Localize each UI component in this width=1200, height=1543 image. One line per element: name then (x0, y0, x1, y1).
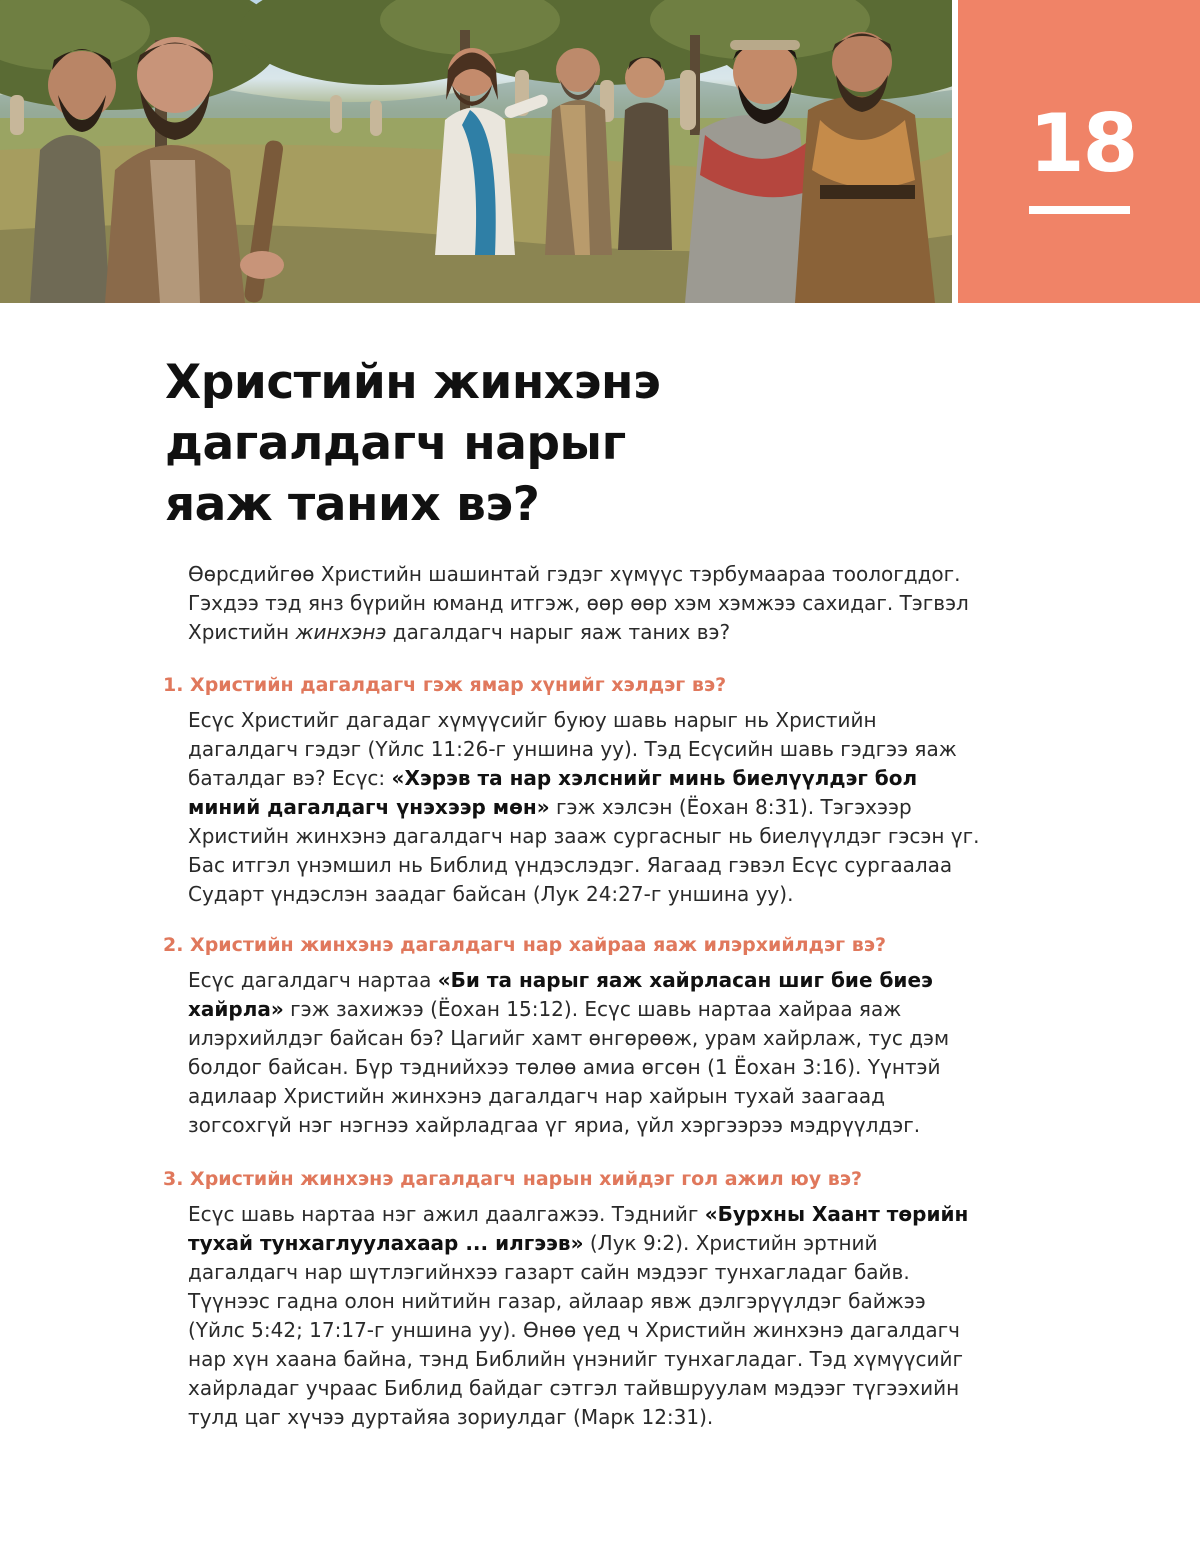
answer-2-text-a: Есүс дагалдагч нартаа (188, 968, 438, 992)
chapter-number: 18 (1029, 97, 1137, 190)
intro-paragraph (188, 560, 988, 647)
answer-3-paragraph (188, 1200, 988, 1432)
answer-3-text-a: Есүс шавь нартаа нэг ажил даалгажээ. Тэднийг (188, 1202, 705, 1226)
answer-2-quote: «Би та нарыг яаж хайрласан шиг бие биеэ хайрла» (188, 968, 933, 1021)
intro-text-a: Өөрсдийгөө Христийн шашинтай гэдэг хүмүүс тэрбумаараа тоологддог. Гэхдээ тэд янз бүрийн юманд итгэж, өөр өөр хэм хэмжээ сахидаг. Тэгвэл Христийн (188, 562, 969, 644)
title-line-1: Христийн жинхэнэ (165, 355, 661, 410)
jesus-with-disciples-illustration (0, 0, 952, 303)
title-line-3: яаж таних вэ? (165, 477, 540, 532)
title-line-2: дагалдагч нарыг (165, 416, 626, 471)
answer-2-text-b: гэж захижээ (Ёохан 15:12). Есүс шавь нартаа хайраа яаж илэрхийлдэг байсан бэ? Цагийг хамт өнгөрөөж, урам хайрлаж, тус дэм болдог байсан. Бүр тэднийхээ төлөө амиа өгсөн (1 Ёохан 3:16). Үүнтэй адилаар Христийн жинхэнэ дагалдагч нар хайрын тухай заагаад зогсохгүй нэг нэгнээ хайрладгаа үг яриа, үйл хэргээрээ мэдрүүлдэг. (188, 997, 950, 1137)
hero-illustration (0, 0, 952, 303)
question-2-heading: 2. Христийн жинхэнэ дагалдагч нар хайраа яаж илэрхийлдэг вэ? (163, 934, 887, 956)
intro-text-b: дагалдагч нарыг яаж таних вэ? (386, 620, 731, 644)
answer-2-paragraph (188, 966, 988, 1140)
page-title (165, 352, 925, 535)
answer-1-paragraph (188, 706, 988, 909)
answer-1-text-a: Есүс Христийг дагадаг хүмүүсийг буюу шавь нарыг нь Христийн дагалдагч гэдэг (Үйлс 11:26-г уншина уу). Тэд Есүсийн шавь гэдгээ яаж баталдаг вэ? Есүс: (188, 708, 957, 790)
question-1-heading: 1. Христийн дагалдагч гэж ямар хүнийг хэлдэг вэ? (163, 674, 727, 696)
answer-3-quote: «Бурхны Хаант төрийн тухай тунхаглуулахаар ... илгээв» (188, 1202, 969, 1255)
answer-1-text-b: гэж хэлсэн (Ёохан 8:31). Тэгэхээр Христийн жинхэнэ дагалдагч нар зааж сургасныг нь биелүүлдэг гэсэн үг. Бас итгэл үнэмшил нь Библид үндэслэдэг. Яагаад гэвэл Есүс сургаалаа Сударт үндэслэн заадаг байсан (Лук 24:27-г уншина уу). (188, 795, 980, 906)
answer-1-quote: «Хэрэв та нар хэлснийг минь биелүүлдэг бол миний дагалдагч үнэхээр мөн» (188, 766, 918, 819)
question-3-heading: 3. Христийн жинхэнэ дагалдагч нарын хийдэг гол ажил юу вэ? (163, 1168, 863, 1190)
chapter-underline (1029, 206, 1130, 214)
answer-3-text-b: (Лук 9:2). Христийн эртний дагалдагч нар шүтлэгийнхээ газарт сайн мэдээг тунхагладаг байв. Түүнээс гадна олон нийтийн газар, айлаар явж дэлгэрүүлдэг байжээ (Үйлс 5:42; 17:17-г уншина уу). Өнөө үед ч Христийн жинхэнэ дагалдагч нар хүн хаана байна, тэнд Библийн үнэнийг тунхагладаг. Тэд хүмүүсийг хайрладаг учраас Библид байдаг сэтгэл тайвшруулам мэдээг түгээхийн тулд цаг хүчээ дуртайяа зориулдаг (Марк 12:31). (188, 1231, 963, 1429)
intro-emphasis: жинхэнэ (295, 620, 387, 644)
chapter-badge (958, 0, 1200, 303)
